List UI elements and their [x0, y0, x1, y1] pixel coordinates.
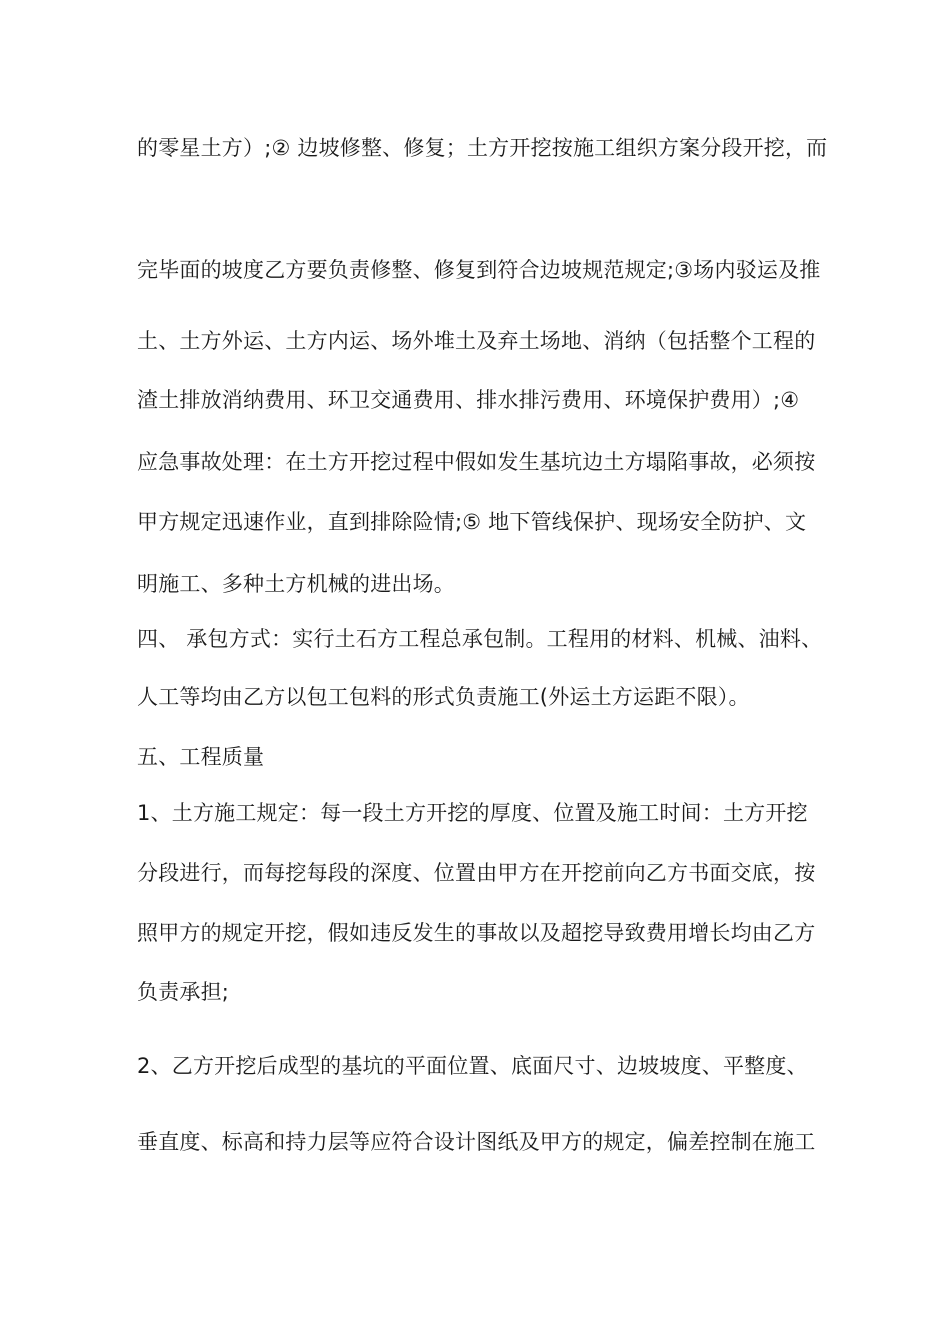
text-line-6: 甲方规定迅速作业，直到排除险情;⑤ 地下管线保护、现场安全防护、文	[137, 510, 807, 534]
text-line-13: 照甲方的规定开挖，假如违反发生的事故以及超挖导致费用增长均由乙方	[137, 921, 816, 945]
text-line-5: 应急事故处理：在土方开挖过程中假如发生基坑边土方塌陷事故，必须按	[137, 450, 816, 474]
text-line-4: 渣土排放消纳费用、环卫交通费用、排水排污费用、环境保护费用）;④	[137, 388, 800, 412]
text-line-1: 的零星土方）;② 边坡修整、修复；土方开挖按施工组织方案分段开挖，而	[137, 136, 828, 160]
text-line-11: 1、土方施工规定：每一段土方开挖的厚度、位置及施工时间：土方开挖	[137, 801, 808, 825]
text-line-15: 2、乙方开挖后成型的基坑的平面位置、底面尺寸、边坡坡度、平整度、	[137, 1054, 808, 1078]
text-line-7: 明施工、多种土方机械的进出场。	[137, 572, 455, 596]
text-line-14: 负责承担;	[137, 980, 230, 1004]
text-line-12: 分段进行，而每挖每段的深度、位置由甲方在开挖前向乙方书面交底，按	[137, 861, 816, 885]
text-line-9: 人工等均由乙方以包工包料的形式负责施工(外运土方运距不限）。	[137, 685, 750, 709]
section-heading-four: 四、 承包方式：实行土石方工程总承包制。工程用的材料、机械、油料、	[137, 627, 823, 651]
text-line-16: 垂直度、标高和持力层等应符合设计图纸及甲方的规定，偏差控制在施工	[137, 1130, 816, 1154]
text-line-2: 完毕面的坡度乙方要负责修整、修复到符合边坡规范规定;③场内驳运及推	[137, 258, 821, 282]
section-heading-five: 五、工程质量	[137, 745, 265, 769]
text-line-3: 土、土方外运、土方内运、场外堆土及弃土场地、消纳（包括整个工程的	[137, 329, 816, 353]
